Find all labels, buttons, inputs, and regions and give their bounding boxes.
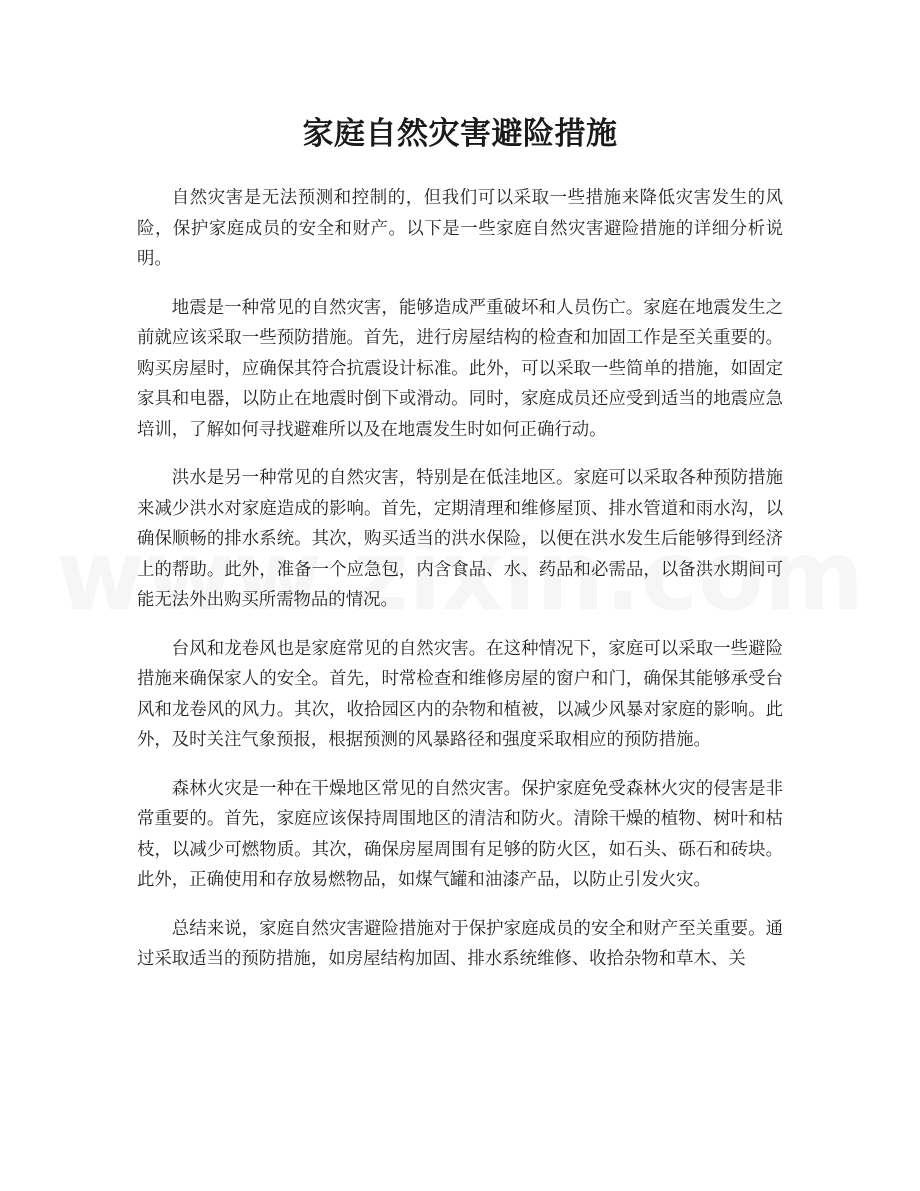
page-title: 家庭自然灾害避险措施 (302, 116, 618, 152)
paragraph-intro: 自然灾害是无法预测和控制的，但我们可以采取一些措施来降低灾害发生的风险，保护家庭成员的安全和财产。以下是一些家庭自然灾害避险措施的详细分析说明。 (137, 188, 783, 269)
paragraph-summary: 总结来说，家庭自然灾害避险措施对于保护家庭成员的安全和财产至关重要。通过采取适当的预防措施，如房屋结构加固、排水系统维修、收拾杂物和草木、关 (137, 918, 783, 969)
paragraph-earthquake: 地震是一种常见的自然灾害，能够造成严重破坏和人员伤亡。家庭在地震发生之前就应该采取一些预防措施。首先，进行房屋结构的检查和加固工作是至关重要的。购买房屋时，应确保其符合抗震设计标准。此外，可以采取一些简单的措施，如固定家具和电器，以防止在地震时倒下或滑动。同时，家庭成员还应受到适当的地震应急培训，了解如何寻找避难所以及在地震发生时如何正确行动。 (137, 297, 783, 440)
paragraph-wildfire: 森林火灾是一种在干燥地区常见的自然灾害。保护家庭免受森林火灾的侵害是非常重要的。首先，家庭应该保持周围地区的清洁和防火。清除干燥的植物、树叶和枯枝，以减少可燃物质。其次，确保房屋周围有足够的防火区，如石头、砾石和砖块。此外，正确使用和存放易燃物品，如煤气罐和油漆产品，以防止引发火灾。 (137, 778, 783, 890)
paragraph-typhoon: 台风和龙卷风也是家庭常见的自然灾害。在这种情况下，家庭可以采取一些避险措施来确保家人的安全。首先，时常检查和维修房屋的窗户和门，确保其能够承受台风和龙卷风的风力。其次，收拾园区内的杂物和植被，以减少风暴对家庭的影响。此外，及时关注气象预报，根据预测的风暴路径和强度采取相应的预防措施。 (137, 638, 783, 750)
paragraph-flood: 洪水是另一种常见的自然灾害，特别是在低洼地区。家庭可以采取各种预防措施来减少洪水对家庭造成的影响。首先，定期清理和维修屋顶、排水管道和雨水沟，以确保顺畅的排水系统。其次，购买适当的洪水保险，以便在洪水发生后能够得到经济上的帮助。此外，准备一个应急包，内含食品、水、药品和必需品，以备洪水期间可能无法外出购买所需物品的情况。 (137, 468, 783, 610)
document-body (137, 183, 783, 993)
